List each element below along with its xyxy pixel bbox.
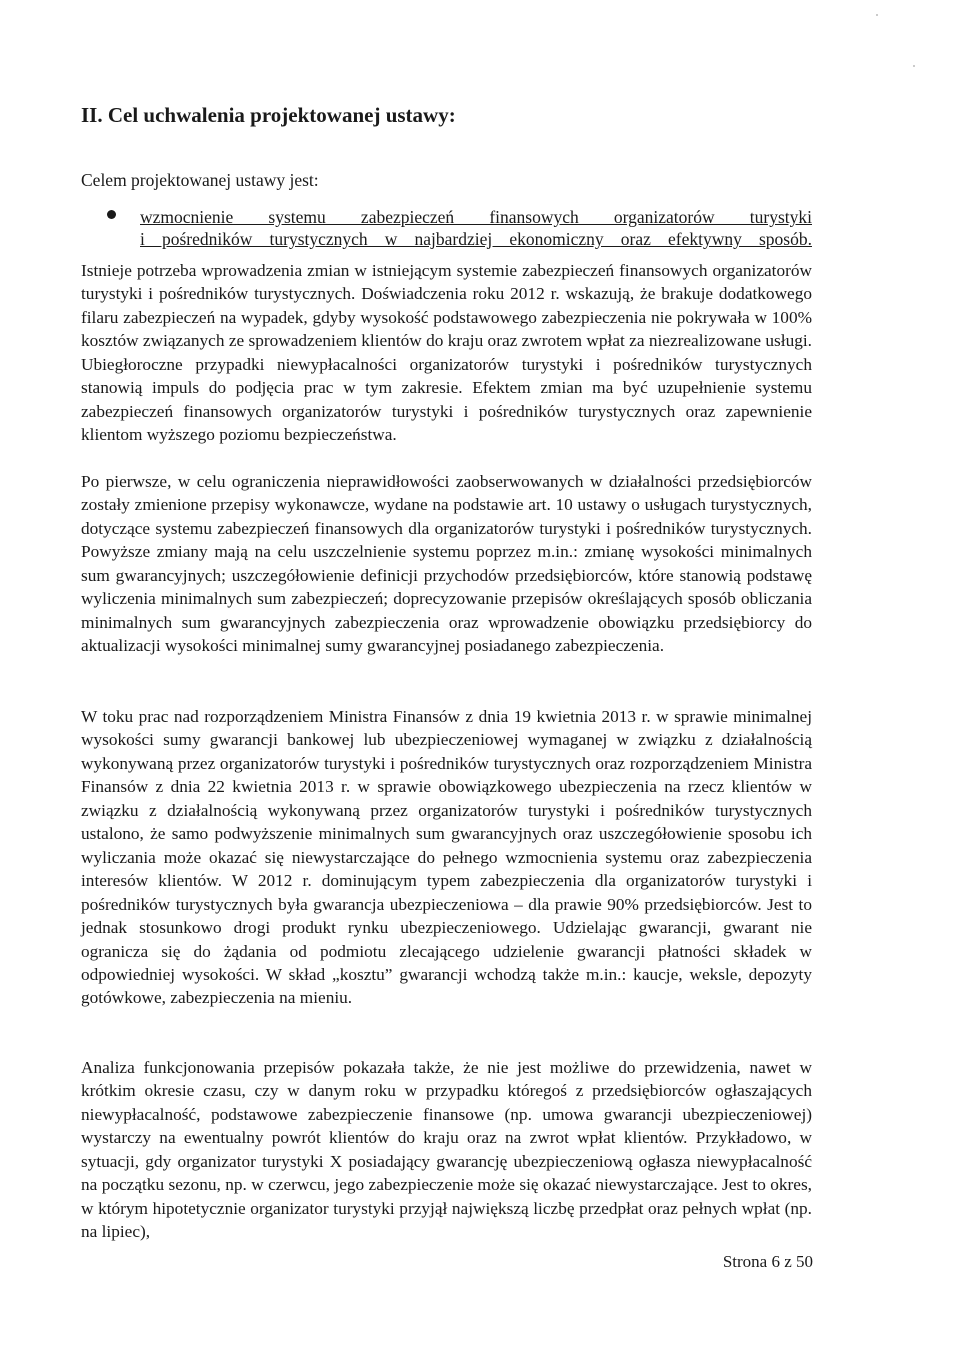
- intro-line: Celem projektowanej ustawy jest:: [81, 170, 319, 190]
- paragraph-analysis: Analiza funkcjonowania przepisów pokazała także, że nie jest możliwe do przewidzenia, nawet w krótkim okresie czasu, czy w danym roku w przypadku któregoś z przedsiębiorców ogłaszających niewypłacalność, podstawowe zabezpieczenie finansowe (np. umowa gwarancji ubezpieczeniowej) wystarczy na ewentualny powrót klientów do kraju oraz na zwrot wpłat klientów. Przykładowo, w sytuacji, gdy organizator turystyki X posiadający gwarancję ubezpieczeniową ogłasza niewypłacalność na początku sezonu, np. w czerwcu, jego zabezpieczenie może się okazać niewystarczające. Jest to okres, w którym hipotetycznie organizator turystyki przyjął największą liczbę przedpłat oraz pełnych wpłat (np. na lipiec),: [81, 1058, 812, 1242]
- bullet-list-item: [115, 206, 812, 250]
- scan-speck: [913, 65, 915, 67]
- bullet-icon: [107, 210, 116, 219]
- paragraph-first: Po pierwsze, w celu ograniczenia nieprawidłowości zaobserwowanych w działalności przedsiębiorców zostały zmienione przepisy wykonawcze, wydane na podstawie art. 10 ustawy o usługach turystycznych, dotyczące systemu zabezpieczeń finansowych dla organizatorów turystyki i pośredników turystycznych. Powyższe zmiany mają na celu uszczelnienie systemu poprzez m.in.: zmianę wysokości minimalnych sum gwarancyjnych; uszczegółowienie definicji przychodów przedsiębiorców, które stanowią podstawę wyliczenia minimalnych sum zabezpieczeń; doprecyzowanie przepisów określających sposób obliczania minimalnych sum gwarancyjnych zabezpieczenia oraz wprowadzenie obowiązku przedsiębiorcy do aktualizacji wysokości minimalnej sumy gwarancyjnej posiadanego zabezpieczenia.: [81, 472, 812, 656]
- paragraph-need: Istnieje potrzeba wprowadzenia zmian w istniejącym systemie zabezpieczeń finansowych organizatorów turystyki i pośredników turystycznych. Doświadczenia roku 2012 r. wskazują, że brakuje dodatkowego filaru zabezpieczeń na wypadek, gdyby wysokość podstawowego zabezpieczenia nie pokrywała w 100% kosztów związanych ze sprowadzeniem klientów do kraju oraz zwrotem wpłat za niezrealizowane usługi. Ubiegłoroczne przypadki niewypłacalności organizatorów turystyki i pośredników turystycznych stanowią impuls do podjęcia prac w tym zakresie. Efektem zmian ma być uzupełnienie systemu zabezpieczeń finansowych organizatorów turystyki i pośredników turystycznych oraz zapewnienie klientom wyższego poziomu bezpieczeństwa.: [81, 261, 812, 445]
- section-heading: II. Cel uchwalenia projektowanej ustawy:: [81, 103, 456, 127]
- page-number: Strona 6 z 50: [722, 1252, 813, 1271]
- bullet-line-2: i pośredników turystycznych w najbardziej ekonomiczny oraz efektywny sposób.: [140, 229, 812, 249]
- paragraph-regulations: W toku prac nad rozporządzeniem Ministra Finansów z dnia 19 kwietnia 2013 r. w sprawie minimalnej wysokości sumy gwarancji bankowej lub ubezpieczeniowej wymaganej w związku z działalnością wykonywaną przez organizatorów turystyki i pośredników turystycznych oraz rozporządzeniem Ministra Finansów z dnia 22 kwietnia 2013 r. w sprawie obowiązkowego ubezpieczenia na rzecz klientów w związku z działalnością wykonywaną przez organizatorów turystyki i pośredników turystycznych ustalono, że samo podwyższenie minimalnych sum gwarancyjnych oraz uszczegółowienie sposobu ich wyliczania może okazać się niewystarczające do pełnego wzmocnienia systemu oraz zabezpieczenia interesów klientów. W 2012 r. dominującym typem zabezpieczenia dla organizatorów turystyki i pośredników turystycznych była gwarancja ubezpieczeniowa – dla prawie 90% przedsiębiorców. Jest to jednak stosunkowo drogi produkt rynku ubezpieczeniowego. Udzielając gwarancji, gwarant nie ogranicza się do żądania od podmiotu zlecającego udzielenie gwarancji płatności składek w odpowiedniej wysokości. W skład „kosztu” gwarancji wchodzą także m.in.: kaucje, weksle, depozyty gotówkowe, zabezpieczenia na mieniu.: [81, 707, 812, 1008]
- bullet-line-1: wzmocnienie systemu zabezpieczeń finansowych organizatorów turystyki: [140, 207, 812, 227]
- scan-speck: [876, 14, 878, 16]
